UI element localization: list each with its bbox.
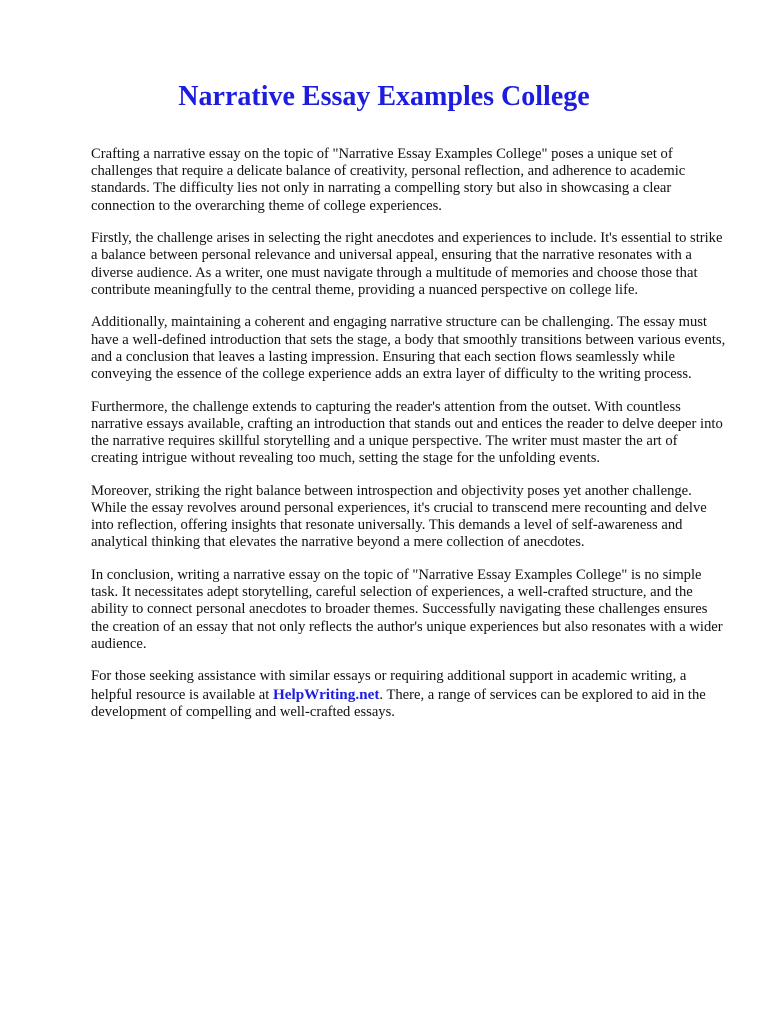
paragraph-closing: [91, 668, 727, 721]
paragraph-anecdotes: Firstly, the challenge arises in selecting the right anecdotes and experiences to include. It's essential to strike a balance between personal relevance and universal appeal, ensuring that the narrative resonates with a diverse audience. As a writer, one must navigate through a multitude of memories and choose those that contribute meaningfully to the central theme, providing a nuanced perspective on college life.: [91, 230, 723, 298]
paragraph-structure: Additionally, maintaining a coherent and engaging narrative structure can be challenging. The essay must have a well-defined introduction that sets the stage, a body that smoothly transitions between various events, and a conclusion that leaves a lasting impression. Ensuring that each section flows seamlessly while conveying the essence of the college experience adds an extra layer of difficulty to the writing process.: [91, 314, 726, 383]
closing-text-after-link: . There, a range of services can be explored to aid in the development of compelling and well-crafted essays.: [91, 686, 706, 720]
paragraph-balance: Moreover, striking the right balance between introspection and objectivity poses yet another challenge. While the essay revolves around personal experiences, it's crucial to transcend mere recounting and delve into reflection, offering insights that resonate universally. This demands a level of self-awareness and analytical thinking that elevates the narrative beyond a mere collection of anecdotes.: [91, 482, 707, 551]
closing-text-before-link: For those seeking assistance with similar essays or requiring additional support in academic writing, a helpful resource is available at: [91, 668, 687, 703]
page-title: Narrative Essay Examples College: [178, 81, 590, 112]
essay-body: [91, 146, 727, 736]
helpwriting-link[interactable]: HelpWriting.net: [272, 685, 380, 703]
paragraph-attention: Furthermore, the challenge extends to capturing the reader's attention from the outset. With countless narrative essays available, crafting an introduction that stands out and entices the reader to delve deeper into the narrative requires skillful storytelling and a unique perspective. The writer must master the art of creating intrigue without revealing too much, setting the stage for the unfolding events.: [91, 398, 723, 467]
paragraph-intro: Crafting a narrative essay on the topic of "Narrative Essay Examples College" poses a unique set of challenges that require a delicate balance of creativity, personal reflection, and adherence to academic standards. The difficulty lies not only in narrating a compelling story but also in showcasing a clear connection to the overarching theme of college experiences.: [91, 146, 686, 214]
paragraph-conclusion: In conclusion, writing a narrative essay on the topic of "Narrative Essay Examples College" is no simple task. It necessitates adept storytelling, careful selection of experiences, a well-crafted structure, and the ability to connect personal anecdotes to broader themes. Successfully navigating these challenges ensures the creation of an essay that not only reflects the author's unique experiences but also resonates with a wider audience.: [91, 567, 723, 652]
